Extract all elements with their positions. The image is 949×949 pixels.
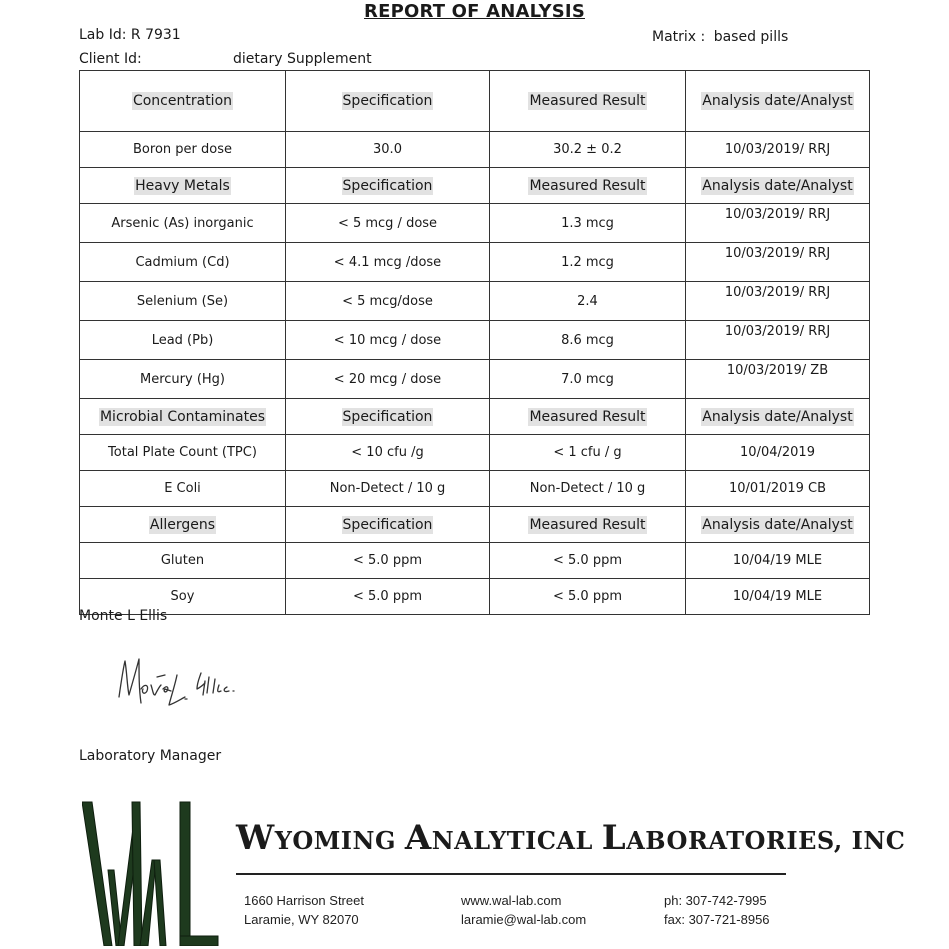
cell-analysis-date (686, 471, 870, 507)
cell-concentration (80, 71, 286, 132)
cell-text: Soy (170, 589, 195, 604)
analysis-table (79, 70, 870, 615)
table-row (80, 471, 870, 507)
cell-text: Lead (Pb) (151, 332, 214, 348)
cell-text: < 5 mcg / dose (337, 215, 438, 231)
cell-text: 10/04/19 MLE (732, 589, 823, 604)
cell-text: < 5.0 ppm (353, 589, 422, 604)
cell-measured-result (490, 471, 686, 507)
cell-specification (286, 321, 490, 360)
cell-text: 10/03/2019/ RRJ (724, 142, 831, 157)
company-name-part: A (404, 818, 432, 858)
cell-specification (286, 360, 490, 399)
cell-measured-result (490, 543, 686, 579)
cell-measured-result (490, 282, 686, 321)
cell-text: 10/01/2019 CB (728, 481, 827, 496)
cell-measured-result (490, 360, 686, 399)
cell-text: 10/04/2019 (740, 445, 815, 460)
cell-analysis-date (686, 360, 870, 399)
cell-concentration (80, 471, 286, 507)
table-header-row (80, 507, 870, 543)
cell-specification (286, 71, 490, 132)
cell-text: < 10 mcg / dose (333, 332, 442, 348)
matrix-label: Matrix : (652, 29, 706, 45)
cell-text: Analysis date/Analyst (702, 408, 853, 425)
cell-specification (286, 132, 490, 168)
cell-measured-result (490, 507, 686, 543)
cell-text: Analysis date/Analyst (702, 93, 853, 109)
cell-measured-result (490, 399, 686, 435)
table-row (80, 360, 870, 399)
wal-logo (82, 800, 222, 946)
cell-concentration (80, 282, 286, 321)
signatory-title: Laboratory Manager (79, 748, 222, 764)
cell-measured-result (490, 435, 686, 471)
table-row (80, 579, 870, 615)
cell-concentration (80, 399, 286, 435)
cell-text: Boron per dose (133, 142, 232, 157)
cell-text: Arsenic (As) inorganic (111, 215, 254, 231)
cell-text: 10/03/2019/ RRJ (724, 246, 831, 261)
table-header-row (80, 168, 870, 204)
cell-specification (286, 204, 490, 243)
matrix-value: based pills (713, 29, 789, 45)
cell-text: Analysis date/Analyst (702, 177, 853, 194)
cell-text: Specification (342, 516, 433, 533)
cell-text: 30.2 ± 0.2 (553, 142, 622, 157)
cell-specification (286, 435, 490, 471)
address-block (244, 891, 364, 929)
phone-number: ph: 307-742-7995 (664, 893, 767, 908)
cell-text: Gluten (160, 553, 205, 568)
cell-text: Total Plate Count (TPC) (108, 445, 257, 460)
cell-text: 7.0 mcg (561, 371, 614, 387)
contact-web (461, 891, 586, 929)
client-id-label: Client Id: (79, 51, 142, 67)
cell-text: 10/03/2019/ ZB (726, 363, 829, 378)
cell-specification (286, 282, 490, 321)
analysis-table-body (80, 71, 870, 615)
address-line2: Laramie, WY 82070 (244, 912, 359, 927)
table-row (80, 132, 870, 168)
table-header-row (80, 71, 870, 132)
cell-text: < 5.0 ppm (553, 589, 622, 604)
cell-text: 10/03/2019/ RRJ (724, 207, 831, 222)
cell-analysis-date (686, 204, 870, 243)
table-row (80, 243, 870, 282)
cell-text: Selenium (Se) (136, 293, 229, 309)
table-row (80, 282, 870, 321)
cell-concentration (80, 360, 286, 399)
email-link[interactable]: laramie@wal-lab.com (461, 912, 587, 927)
cell-text: Specification (342, 408, 433, 425)
table-header-row (80, 399, 870, 435)
cell-text: < 5.0 ppm (553, 553, 622, 568)
cell-text: Microbial Contaminates (99, 408, 266, 425)
cell-text: Non-Detect / 10 g (329, 481, 446, 496)
company-name-part: ABORATORIES, INC (626, 826, 906, 855)
company-name (236, 818, 905, 858)
cell-concentration (80, 507, 286, 543)
cell-text: Measured Result (529, 408, 646, 425)
company-name-part: YOMING (274, 826, 405, 855)
cell-text: < 4.1 mcg /dose (333, 254, 442, 270)
cell-concentration (80, 435, 286, 471)
table-row (80, 204, 870, 243)
cell-concentration (80, 321, 286, 360)
cell-measured-result (490, 71, 686, 132)
company-rule (236, 873, 786, 875)
cell-analysis-date (686, 71, 870, 132)
cell-text: 10/03/2019/ RRJ (724, 285, 831, 300)
signatory-name: Monte L Ellis (79, 608, 168, 624)
cell-concentration (80, 543, 286, 579)
cell-text: Measured Result (529, 516, 646, 533)
cell-text: 1.3 mcg (561, 215, 614, 231)
contact-phone (664, 891, 770, 929)
cell-specification (286, 243, 490, 282)
cell-specification (286, 471, 490, 507)
cell-text: 8.6 mcg (561, 332, 614, 348)
cell-text: < 1 cfu / g (553, 445, 622, 460)
cell-text: Analysis date/Analyst (702, 516, 853, 533)
cell-text: Heavy Metals (135, 177, 230, 194)
table-row (80, 543, 870, 579)
cell-measured-result (490, 168, 686, 204)
cell-text: Measured Result (529, 93, 646, 109)
cell-text: < 5.0 ppm (353, 553, 422, 568)
address-line1: 1660 Harrison Street (244, 893, 364, 908)
cell-analysis-date (686, 399, 870, 435)
cell-analysis-date (686, 243, 870, 282)
cell-analysis-date (686, 507, 870, 543)
cell-text: < 5 mcg/dose (342, 293, 433, 309)
cell-analysis-date (686, 168, 870, 204)
cell-specification (286, 507, 490, 543)
cell-text: Cadmium (Cd) (135, 254, 230, 270)
cell-specification (286, 543, 490, 579)
company-name-part: L (601, 818, 627, 858)
cell-analysis-date (686, 435, 870, 471)
cell-text: < 10 cfu /g (351, 445, 424, 460)
cell-text: Non-Detect / 10 g (529, 481, 646, 496)
cell-text: 10/03/2019/ RRJ (724, 324, 831, 339)
cell-text: < 20 mcg / dose (333, 371, 442, 387)
cell-text: 30.0 (373, 142, 402, 157)
table-row (80, 321, 870, 360)
cell-concentration (80, 204, 286, 243)
report-title: REPORT OF ANALYSIS (364, 1, 585, 22)
cell-concentration (80, 168, 286, 204)
website-link[interactable]: www.wal-lab.com (461, 893, 562, 908)
cell-text: Allergens (149, 516, 216, 533)
cell-text: Specification (342, 177, 433, 194)
cell-concentration (80, 132, 286, 168)
cell-analysis-date (686, 132, 870, 168)
cell-measured-result (490, 132, 686, 168)
company-name-part: NALYTICAL (431, 826, 602, 855)
cell-text: 1.2 mcg (561, 254, 614, 270)
cell-specification (286, 399, 490, 435)
table-row (80, 435, 870, 471)
cell-text: 10/04/19 MLE (732, 553, 823, 568)
cell-specification (286, 168, 490, 204)
cell-measured-result (490, 321, 686, 360)
cell-text: Mercury (Hg) (139, 371, 225, 387)
cell-concentration (80, 243, 286, 282)
cell-text: E Coli (164, 481, 201, 496)
cell-text: Concentration (132, 93, 233, 109)
cell-analysis-date (686, 543, 870, 579)
matrix (652, 29, 788, 45)
cell-measured-result (490, 243, 686, 282)
cell-measured-result (490, 579, 686, 615)
cell-measured-result (490, 204, 686, 243)
lab-id: Lab Id: R 7931 (79, 27, 181, 43)
cell-text: Measured Result (529, 177, 646, 194)
company-name-part: W (236, 818, 275, 858)
client-id-value: dietary Supplement (233, 51, 372, 67)
cell-specification (286, 579, 490, 615)
cell-analysis-date (686, 282, 870, 321)
fax-number: fax: 307-721-8956 (664, 912, 770, 927)
cell-analysis-date (686, 321, 870, 360)
cell-text: 2.4 (577, 293, 598, 309)
cell-text: Specification (342, 93, 433, 109)
cell-analysis-date (686, 579, 870, 615)
signature-image (105, 645, 255, 715)
